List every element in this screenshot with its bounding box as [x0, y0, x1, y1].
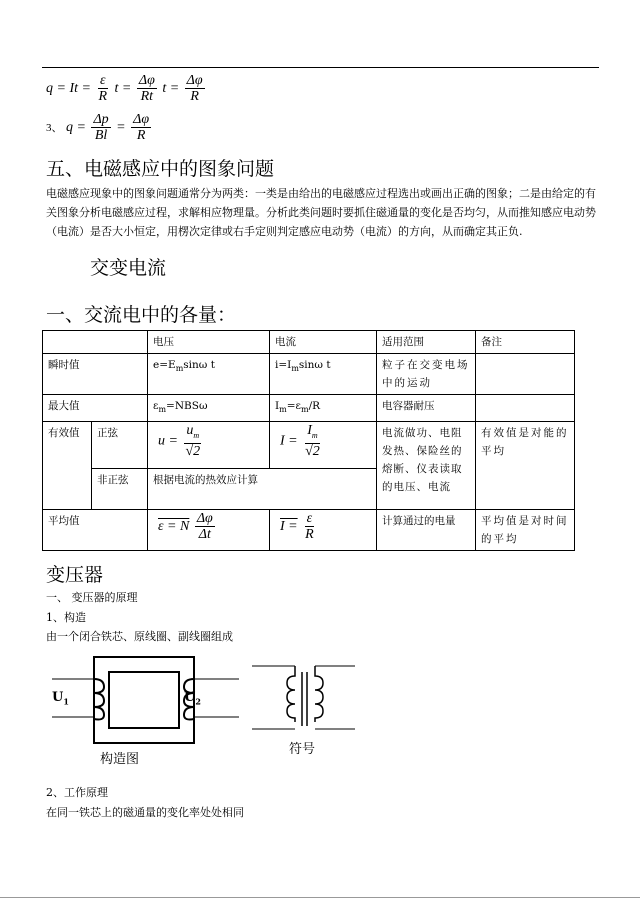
- cell-note: 平均值是对时间的平均: [476, 510, 575, 551]
- bottom-rule: [0, 897, 640, 898]
- cell-nonsine-text: 根据电流的热效应计算: [148, 469, 377, 510]
- table-row: [43, 422, 575, 469]
- table-header-cell: 适用范围: [377, 331, 476, 354]
- section-title-graph-problems: 五、电磁感应中的图象问题: [46, 158, 275, 180]
- formula-q-momentum: 3、 q = $\frac{\Delta p}{Bl}$ = $\frac{\Delta\varphi}{R}$: [46, 112, 150, 143]
- cell-current: $i=I_m\sin\omega$ t: [270, 354, 377, 395]
- principle-text: 在同一铁芯上的磁通量的变化率处处相同: [46, 806, 244, 819]
- cell-note: [476, 354, 575, 395]
- row-label: 瞬时值: [43, 354, 148, 395]
- table-row: [43, 395, 575, 422]
- ac-title: 交变电流: [90, 257, 167, 279]
- table-row: [43, 354, 575, 395]
- table-header-cell: 备注: [476, 331, 575, 354]
- table-header-cell: [43, 331, 148, 354]
- cell-voltage: $e=E_m\sin\omega$ t: [148, 354, 270, 395]
- transformer-title: 变压器: [46, 564, 104, 586]
- cell-current: $I_m=\varepsilon_m/R$: [270, 395, 377, 422]
- table-header-cell: 电压: [148, 331, 270, 354]
- caption-symbol: 符号: [289, 742, 316, 757]
- table-header-row: [43, 331, 575, 354]
- cell-scope: 电容器耐压: [377, 395, 476, 422]
- row-label: 最大值: [43, 395, 148, 422]
- cell-voltage-formula: ε = N $\frac{\Delta\varphi}{\Delta t}$: [148, 510, 270, 551]
- label-u2: $U_2$: [184, 690, 201, 707]
- table-row: [43, 510, 575, 551]
- top-rule: [42, 67, 599, 68]
- cell-scope: 粒子在交变电场中的运动: [377, 354, 476, 395]
- cell-scope: 电流做功、电阻发热、保险丝的熔断、仪表读取的电压、电流: [377, 422, 476, 510]
- row-label: 平均值: [43, 510, 148, 551]
- cell-note: 有效值是对能的平均: [476, 422, 575, 510]
- cell-current-formula: I = $\frac{\varepsilon}{R}$: [270, 510, 377, 551]
- structure-text: 由一个闭合铁芯、原线圈、副线圈组成: [46, 630, 233, 643]
- ac-subtitle: 一、交流电中的各量：: [46, 304, 237, 326]
- sub-label: 正弦: [92, 422, 148, 469]
- formula-q-it: q = It = $\frac{\varepsilon}{R}$ t = $\frac{\Delta\varphi}{Rt}$ t = $\frac{\Delta\varphi}{R}$: [46, 73, 203, 104]
- cell-scope: 计算通过的电量: [377, 510, 476, 551]
- ac-quantities-table: [42, 330, 575, 551]
- principle-heading: 2、工作原理: [46, 786, 108, 799]
- transformer-structure-diagram: [44, 650, 244, 750]
- cell-voltage: $\varepsilon_m=NBS\omega$: [148, 395, 270, 422]
- section-paragraph: 电磁感应现象中的图象问题通常分为两类：一类是由给出的电磁感应过程选出或画出正确的图象；二是由给定的有关图象分析电磁感应过程，求解相应物理量。分析此类问题时要抓住磁通量的变化是否均匀，从而推知感应电动势（电流）是否大小恒定，用楞次定律或右手定则判定感应电动势（电流）的方向，从而确定其正负.: [46, 187, 596, 238]
- row-label: 有效值: [43, 422, 92, 510]
- caption-structure: 构造图: [100, 752, 140, 767]
- cell-current-formula: I = $\frac{I_m}{√2}$: [270, 422, 377, 469]
- sub-label: 非正弦: [92, 469, 148, 510]
- cell-note: [476, 395, 575, 422]
- label-u1: $U_1$: [52, 690, 69, 707]
- transformer-symbol: [250, 660, 360, 735]
- transformer-principle: 一、 变压器的原理: [46, 591, 138, 604]
- cell-voltage-formula: u = $\frac{u_m}{√2}$: [148, 422, 270, 469]
- table-header-cell: 电流: [270, 331, 377, 354]
- structure-heading: 1、构造: [46, 611, 86, 624]
